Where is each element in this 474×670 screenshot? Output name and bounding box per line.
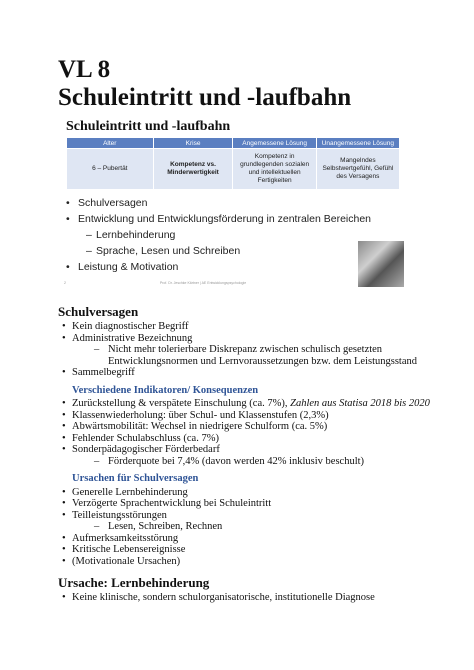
- slide-sub-bullet: – Sprache, Lesen und Schreiben: [66, 243, 371, 259]
- page-title: [58, 56, 351, 112]
- list-item: • (Motivationale Ursachen): [58, 556, 438, 568]
- heading-indikatoren: Verschiedene Indikatoren/ Konsequenzen: [72, 384, 259, 396]
- erikson-table: [66, 137, 400, 190]
- table-cell-angemessen: Kompetenz in grundlegenden sozialen und intellektuellen Fertigkeiten: [233, 149, 316, 190]
- list-item: • Fehlender Schulabschluss (ca. 7%): [58, 433, 438, 445]
- list-item: • Generelle Lernbehinderung: [58, 487, 438, 499]
- list-item: • Sonderpädagogischer Förderbedarf: [58, 444, 438, 456]
- lernbehinderung-list: [58, 592, 438, 604]
- list-item: • Keine klinische, sondern schulorganisatorische, institutionelle Diagnose: [58, 592, 438, 604]
- list-item: • Aufmerksamkeitsstörung: [58, 533, 438, 545]
- table-cell-krise: Kompetenz vs. Minderwertigkeit: [153, 149, 233, 190]
- embedded-slide: [58, 113, 408, 295]
- heading-lernbehinderung: Ursache: Lernbehinderung: [58, 575, 210, 590]
- list-item: • Verzögerte Sprachentwicklung bei Schuleintritt: [58, 498, 438, 510]
- list-item: • Administrative Bezeichnung: [58, 333, 438, 345]
- ursachen-list: [58, 487, 438, 568]
- slide-sub-bullet: – Lernbehinderung: [66, 227, 371, 243]
- sub-list-item-continued: Entwicklungsnormen und Lernvoraussetzungen bzw. dem Leistungsstand: [108, 355, 418, 367]
- table-header-krise: Krise: [153, 138, 233, 149]
- list-item: • Abwärtsmobilität: Wechsel in niedrigere Schulform (ca. 5%): [58, 421, 438, 433]
- list-item: • Sammelbegriff: [58, 367, 438, 379]
- slide-bullet-list: [66, 195, 371, 275]
- slide-bullet: • Schulversagen: [66, 195, 371, 211]
- table-row: [67, 149, 400, 190]
- slide-bullet: • Entwicklung und Entwicklungsförderung in zentralen Bereichen: [66, 211, 371, 227]
- sub-list-item: – Lesen, Schreiben, Rechnen: [58, 521, 438, 533]
- source-note: Zahlen aus Statisa 2018 bis 2020: [290, 398, 430, 409]
- list-item: • Kritische Lebensereignisse: [58, 544, 438, 556]
- title-line-1: VL 8: [58, 56, 111, 83]
- list-item: [58, 398, 438, 410]
- slide-bullet: • Leistung & Motivation: [66, 259, 371, 275]
- portrait-photo: [358, 241, 404, 287]
- slide-page-number: 2: [64, 281, 66, 285]
- list-item: • Klassenwiederholung: über Schul- und Klassenstufen (2,3%): [58, 410, 438, 422]
- slide-title: Schuleintritt und -laufbahn: [66, 119, 231, 134]
- table-cell-alter: 6 – Pubertät: [67, 149, 154, 190]
- lecture-notes: [58, 304, 438, 604]
- list-item: • Kein diagnostischer Begriff: [58, 321, 438, 333]
- slide-footer: Prof. Dr. Jeschke Kärtner | AE Entwicklungspsychologie: [159, 281, 247, 285]
- table-header-angemessen: Angemessene Lösung: [233, 138, 316, 149]
- table-header-alter: Alter: [67, 138, 154, 149]
- list-item-text: Zurückstellung & verspätete Einschulung (ca. 7%),: [72, 398, 291, 409]
- indikatoren-list: [58, 398, 438, 467]
- sub-list-item: – Nicht mehr tolerierbare Diskrepanz zwischen schulisch gesetzten: [58, 344, 438, 356]
- list-item: • Teilleistungsstörungen: [58, 510, 438, 522]
- sub-list-item: – Förderquote bei 7,4% (davon werden 42% inklusiv beschult): [58, 456, 438, 468]
- schulversagen-list: [58, 321, 438, 379]
- heading-schulversagen: Schulversagen: [58, 304, 139, 319]
- title-line-2: Schuleintritt und -laufbahn: [58, 84, 352, 111]
- table-cell-unangemessen: Mangelndes Selbstwertgefühl, Gefühl des Versagens: [316, 149, 399, 190]
- heading-ursachen: Ursachen für Schulversagen: [72, 473, 199, 484]
- table-header-unangemessen: Unangemessene Lösung: [316, 138, 399, 149]
